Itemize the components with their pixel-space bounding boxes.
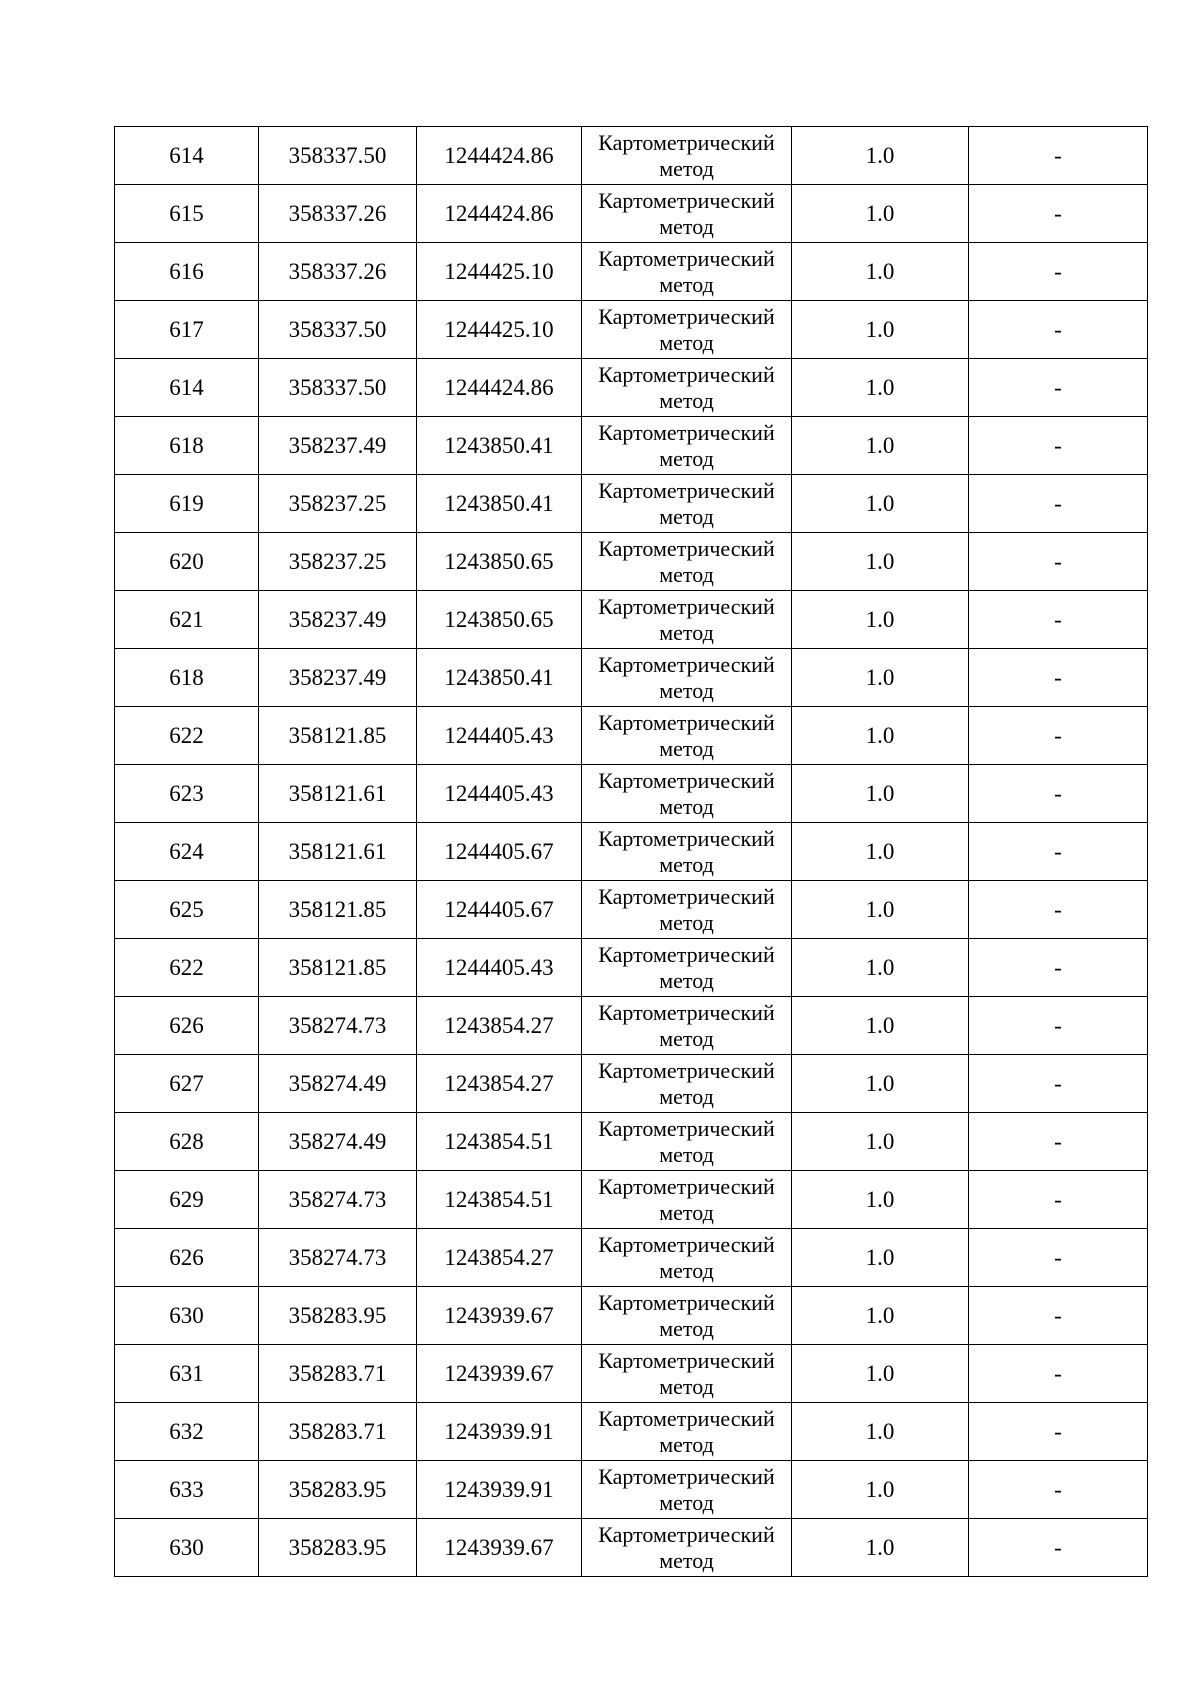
accuracy-cell: 1.0 <box>792 591 969 649</box>
accuracy-cell: 1.0 <box>792 417 969 475</box>
method-cell <box>582 185 792 243</box>
y-coordinate-cell: 1243939.91 <box>417 1403 582 1461</box>
table-row <box>115 301 1148 359</box>
point-number-cell: 633 <box>115 1461 259 1519</box>
method-cell <box>582 1287 792 1345</box>
description-cell: - <box>969 1171 1148 1229</box>
method-line-1: Картометрический <box>598 825 775 851</box>
table-row <box>115 997 1148 1055</box>
point-number-cell: 625 <box>115 881 259 939</box>
table-row <box>115 823 1148 881</box>
point-number-cell: 619 <box>115 475 259 533</box>
accuracy-cell: 1.0 <box>792 823 969 881</box>
y-coordinate-cell: 1243939.67 <box>417 1519 582 1577</box>
y-coordinate-cell: 1243939.67 <box>417 1345 582 1403</box>
accuracy-cell: 1.0 <box>792 939 969 997</box>
y-coordinate-cell: 1243850.41 <box>417 649 582 707</box>
accuracy-cell: 1.0 <box>792 1055 969 1113</box>
x-coordinate-cell: 358337.50 <box>259 127 417 185</box>
x-coordinate-cell: 358121.61 <box>259 823 417 881</box>
accuracy-cell: 1.0 <box>792 301 969 359</box>
method-line-2: метод <box>659 851 714 877</box>
y-coordinate-cell: 1243850.65 <box>417 533 582 591</box>
method-cell <box>582 765 792 823</box>
description-cell: - <box>969 1345 1148 1403</box>
method-line-2: метод <box>659 155 714 181</box>
table-row <box>115 1055 1148 1113</box>
method-line-2: метод <box>659 677 714 703</box>
method-line-2: метод <box>659 735 714 761</box>
table-row <box>115 1287 1148 1345</box>
y-coordinate-cell: 1243850.41 <box>417 475 582 533</box>
method-cell <box>582 359 792 417</box>
method-line-1: Картометрический <box>598 1521 775 1547</box>
method-line-2: метод <box>659 793 714 819</box>
point-number-cell: 614 <box>115 127 259 185</box>
method-line-1: Картометрический <box>598 1405 775 1431</box>
description-cell: - <box>969 301 1148 359</box>
method-cell <box>582 533 792 591</box>
method-line-2: метод <box>659 1489 714 1515</box>
point-number-cell: 615 <box>115 185 259 243</box>
method-line-2: метод <box>659 561 714 587</box>
y-coordinate-cell: 1243854.51 <box>417 1171 582 1229</box>
method-line-1: Картометрический <box>598 187 775 213</box>
method-line-1: Картометрический <box>598 535 775 561</box>
y-coordinate-cell: 1244405.43 <box>417 765 582 823</box>
y-coordinate-cell: 1243939.91 <box>417 1461 582 1519</box>
method-line-2: метод <box>659 329 714 355</box>
method-cell <box>582 591 792 649</box>
method-cell <box>582 1461 792 1519</box>
table-row <box>115 1229 1148 1287</box>
method-line-2: метод <box>659 967 714 993</box>
description-cell: - <box>969 1403 1148 1461</box>
method-cell <box>582 243 792 301</box>
point-number-cell: 626 <box>115 997 259 1055</box>
method-line-2: метод <box>659 1431 714 1457</box>
table-row <box>115 359 1148 417</box>
coordinates-table <box>114 126 1148 1577</box>
method-cell <box>582 1113 792 1171</box>
method-line-1: Картометрический <box>598 129 775 155</box>
table-row <box>115 1403 1148 1461</box>
accuracy-cell: 1.0 <box>792 881 969 939</box>
method-line-2: метод <box>659 271 714 297</box>
accuracy-cell: 1.0 <box>792 649 969 707</box>
method-line-1: Картометрический <box>598 1463 775 1489</box>
point-number-cell: 617 <box>115 301 259 359</box>
method-cell <box>582 707 792 765</box>
method-line-2: метод <box>659 1257 714 1283</box>
table-row <box>115 417 1148 475</box>
description-cell: - <box>969 475 1148 533</box>
accuracy-cell: 1.0 <box>792 127 969 185</box>
description-cell: - <box>969 243 1148 301</box>
x-coordinate-cell: 358274.73 <box>259 1171 417 1229</box>
description-cell: - <box>969 1461 1148 1519</box>
method-cell <box>582 127 792 185</box>
method-line-2: метод <box>659 1199 714 1225</box>
method-line-2: метод <box>659 619 714 645</box>
point-number-cell: 629 <box>115 1171 259 1229</box>
y-coordinate-cell: 1244424.86 <box>417 127 582 185</box>
accuracy-cell: 1.0 <box>792 243 969 301</box>
point-number-cell: 616 <box>115 243 259 301</box>
table-row <box>115 243 1148 301</box>
method-line-1: Картометрический <box>598 709 775 735</box>
method-line-1: Картометрический <box>598 999 775 1025</box>
method-cell <box>582 1403 792 1461</box>
description-cell: - <box>969 417 1148 475</box>
method-line-2: метод <box>659 1025 714 1051</box>
method-cell <box>582 417 792 475</box>
description-cell: - <box>969 591 1148 649</box>
y-coordinate-cell: 1244424.86 <box>417 185 582 243</box>
method-line-2: метод <box>659 1547 714 1573</box>
method-cell <box>582 1519 792 1577</box>
point-number-cell: 623 <box>115 765 259 823</box>
accuracy-cell: 1.0 <box>792 1113 969 1171</box>
point-number-cell: 618 <box>115 649 259 707</box>
y-coordinate-cell: 1244405.67 <box>417 881 582 939</box>
method-cell <box>582 1055 792 1113</box>
point-number-cell: 630 <box>115 1287 259 1345</box>
y-coordinate-cell: 1244425.10 <box>417 243 582 301</box>
x-coordinate-cell: 358237.49 <box>259 591 417 649</box>
x-coordinate-cell: 358337.26 <box>259 243 417 301</box>
x-coordinate-cell: 358283.95 <box>259 1461 417 1519</box>
accuracy-cell: 1.0 <box>792 1229 969 1287</box>
method-line-1: Картометрический <box>598 245 775 271</box>
accuracy-cell: 1.0 <box>792 1345 969 1403</box>
point-number-cell: 627 <box>115 1055 259 1113</box>
point-number-cell: 624 <box>115 823 259 881</box>
method-line-1: Картометрический <box>598 361 775 387</box>
table-row <box>115 127 1148 185</box>
method-line-1: Картометрический <box>598 1289 775 1315</box>
point-number-cell: 626 <box>115 1229 259 1287</box>
description-cell: - <box>969 1113 1148 1171</box>
accuracy-cell: 1.0 <box>792 1461 969 1519</box>
point-number-cell: 621 <box>115 591 259 649</box>
description-cell: - <box>969 185 1148 243</box>
accuracy-cell: 1.0 <box>792 1403 969 1461</box>
method-line-1: Картометрический <box>598 593 775 619</box>
x-coordinate-cell: 358237.49 <box>259 649 417 707</box>
x-coordinate-cell: 358283.71 <box>259 1403 417 1461</box>
x-coordinate-cell: 358121.85 <box>259 707 417 765</box>
x-coordinate-cell: 358121.85 <box>259 881 417 939</box>
y-coordinate-cell: 1243850.65 <box>417 591 582 649</box>
method-line-2: метод <box>659 909 714 935</box>
point-number-cell: 622 <box>115 707 259 765</box>
x-coordinate-cell: 358283.71 <box>259 1345 417 1403</box>
method-line-1: Картометрический <box>598 941 775 967</box>
description-cell: - <box>969 1519 1148 1577</box>
method-cell <box>582 939 792 997</box>
accuracy-cell: 1.0 <box>792 359 969 417</box>
coordinates-table-body <box>115 127 1148 1577</box>
method-line-2: метод <box>659 445 714 471</box>
point-number-cell: 631 <box>115 1345 259 1403</box>
description-cell: - <box>969 1229 1148 1287</box>
method-line-1: Картометрический <box>598 1057 775 1083</box>
description-cell: - <box>969 997 1148 1055</box>
y-coordinate-cell: 1243854.51 <box>417 1113 582 1171</box>
accuracy-cell: 1.0 <box>792 997 969 1055</box>
description-cell: - <box>969 1287 1148 1345</box>
point-number-cell: 614 <box>115 359 259 417</box>
method-line-1: Картометрический <box>598 303 775 329</box>
x-coordinate-cell: 358274.49 <box>259 1113 417 1171</box>
method-line-1: Картометрический <box>598 1173 775 1199</box>
description-cell: - <box>969 533 1148 591</box>
x-coordinate-cell: 358274.49 <box>259 1055 417 1113</box>
accuracy-cell: 1.0 <box>792 707 969 765</box>
y-coordinate-cell: 1243850.41 <box>417 417 582 475</box>
x-coordinate-cell: 358337.26 <box>259 185 417 243</box>
y-coordinate-cell: 1244424.86 <box>417 359 582 417</box>
method-line-2: метод <box>659 1141 714 1167</box>
method-line-1: Картометрический <box>598 651 775 677</box>
x-coordinate-cell: 358274.73 <box>259 1229 417 1287</box>
point-number-cell: 620 <box>115 533 259 591</box>
accuracy-cell: 1.0 <box>792 185 969 243</box>
point-number-cell: 618 <box>115 417 259 475</box>
accuracy-cell: 1.0 <box>792 475 969 533</box>
table-row <box>115 881 1148 939</box>
x-coordinate-cell: 358237.49 <box>259 417 417 475</box>
method-line-1: Картометрический <box>598 1231 775 1257</box>
method-cell <box>582 881 792 939</box>
x-coordinate-cell: 358337.50 <box>259 301 417 359</box>
accuracy-cell: 1.0 <box>792 533 969 591</box>
description-cell: - <box>969 823 1148 881</box>
method-cell <box>582 649 792 707</box>
method-line-2: метод <box>659 213 714 239</box>
accuracy-cell: 1.0 <box>792 1519 969 1577</box>
x-coordinate-cell: 358121.85 <box>259 939 417 997</box>
table-row <box>115 475 1148 533</box>
x-coordinate-cell: 358237.25 <box>259 475 417 533</box>
method-line-1: Картометрический <box>598 1115 775 1141</box>
table-row <box>115 1519 1148 1577</box>
accuracy-cell: 1.0 <box>792 765 969 823</box>
x-coordinate-cell: 358274.73 <box>259 997 417 1055</box>
y-coordinate-cell: 1243854.27 <box>417 997 582 1055</box>
table-row <box>115 185 1148 243</box>
x-coordinate-cell: 358237.25 <box>259 533 417 591</box>
method-line-2: метод <box>659 1315 714 1341</box>
y-coordinate-cell: 1243939.67 <box>417 1287 582 1345</box>
y-coordinate-cell: 1243854.27 <box>417 1229 582 1287</box>
table-row <box>115 1171 1148 1229</box>
table-row <box>115 1345 1148 1403</box>
table-row <box>115 533 1148 591</box>
method-line-1: Картометрический <box>598 767 775 793</box>
method-line-1: Картометрический <box>598 1347 775 1373</box>
table-row <box>115 649 1148 707</box>
point-number-cell: 632 <box>115 1403 259 1461</box>
point-number-cell: 622 <box>115 939 259 997</box>
description-cell: - <box>969 649 1148 707</box>
y-coordinate-cell: 1244425.10 <box>417 301 582 359</box>
method-line-1: Картометрический <box>598 883 775 909</box>
method-cell <box>582 475 792 533</box>
method-cell <box>582 301 792 359</box>
method-cell <box>582 1171 792 1229</box>
table-row <box>115 707 1148 765</box>
x-coordinate-cell: 358337.50 <box>259 359 417 417</box>
method-line-2: метод <box>659 503 714 529</box>
accuracy-cell: 1.0 <box>792 1287 969 1345</box>
method-line-1: Картометрический <box>598 477 775 503</box>
y-coordinate-cell: 1244405.43 <box>417 707 582 765</box>
method-cell <box>582 1345 792 1403</box>
method-line-1: Картометрический <box>598 419 775 445</box>
description-cell: - <box>969 127 1148 185</box>
point-number-cell: 630 <box>115 1519 259 1577</box>
method-line-2: метод <box>659 1373 714 1399</box>
accuracy-cell: 1.0 <box>792 1171 969 1229</box>
x-coordinate-cell: 358121.61 <box>259 765 417 823</box>
y-coordinate-cell: 1244405.67 <box>417 823 582 881</box>
table-row <box>115 1113 1148 1171</box>
method-line-2: метод <box>659 387 714 413</box>
x-coordinate-cell: 358283.95 <box>259 1287 417 1345</box>
description-cell: - <box>969 707 1148 765</box>
table-row <box>115 765 1148 823</box>
y-coordinate-cell: 1244405.43 <box>417 939 582 997</box>
table-row <box>115 1461 1148 1519</box>
method-line-2: метод <box>659 1083 714 1109</box>
y-coordinate-cell: 1243854.27 <box>417 1055 582 1113</box>
method-cell <box>582 997 792 1055</box>
table-row <box>115 591 1148 649</box>
x-coordinate-cell: 358283.95 <box>259 1519 417 1577</box>
description-cell: - <box>969 1055 1148 1113</box>
table-row <box>115 939 1148 997</box>
description-cell: - <box>969 881 1148 939</box>
description-cell: - <box>969 939 1148 997</box>
point-number-cell: 628 <box>115 1113 259 1171</box>
description-cell: - <box>969 359 1148 417</box>
description-cell: - <box>969 765 1148 823</box>
method-cell <box>582 823 792 881</box>
method-cell <box>582 1229 792 1287</box>
